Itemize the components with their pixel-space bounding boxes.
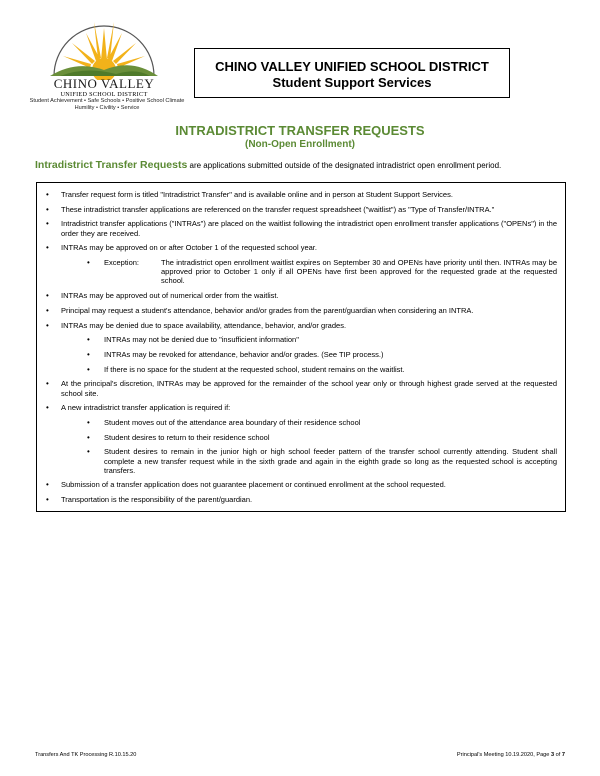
header-box [194, 48, 510, 98]
logo-name: CHINO VALLEY [53, 76, 155, 91]
list-item: • Intradistrict transfer applications ("INTRAs") are placed on the waitlist following the intradistrict open enrollment transfer applications ("OPENs") in the order they are received. [45, 219, 557, 237]
sub-list-item: • INTRAs may not be denied due to "insufficient information" [45, 335, 557, 344]
list-item: • Transfer request form is titled "Intradistrict Transfer" and is available online and in person at Student Support Services. [45, 190, 557, 199]
footer-page-total: 7 [561, 752, 565, 758]
exception-item [45, 258, 557, 286]
exception-text: The intradistrict open enrollment waitlist expires on September 30 and OPENs have priority until then. INTRAs may be approved prior to October 1 only if all OPENs have first been approved for the requested grade at the requested school. [161, 258, 557, 286]
district-name: CHINO VALLEY UNIFIED SCHOOL DISTRICT [215, 59, 489, 74]
list-item: • Submission of a transfer application does not guarantee placement or continued enrollment at the school requested. [45, 480, 557, 489]
logo-subtitle: UNIFIED SCHOOL DISTRICT [60, 91, 148, 98]
footer-right [457, 752, 565, 758]
policy-list-box [36, 182, 566, 512]
footer-of: of [554, 752, 562, 758]
intro-paragraph [35, 160, 575, 171]
sub-list-item: • INTRAs may be revoked for attendance, behavior and/or grades. (See TIP process.) [45, 350, 557, 359]
intro-text: are applications submitted outside of the designated intradistrict open enrollment period. [187, 161, 502, 170]
list-item: • At the principal's discretion, INTRAs may be approved for the remainder of the school year only or through highest grade served at the requested school site. [45, 379, 557, 397]
list-item: • A new intradistrict transfer application is required if: [45, 403, 557, 412]
sub-list-item: • Student desires to remain in the junior high or high school feeder pattern of the transfer school currently attending. Student shall complete a new transfer request while in the sixth grade and again in the eighth grade so long as the requested school is accepting transfers. [45, 447, 557, 475]
footer-meeting: Principal's Meeting 10.19.2020, Page [456, 752, 551, 758]
list-item: • INTRAs may be approved on or after October 1 of the requested school year. [45, 243, 557, 252]
list-item: • INTRAs may be denied due to space availability, attendance, behavior, and/or grades. [45, 321, 557, 330]
sub-list-item: • If there is no space for the student at the requested school, student remains on the waitlist. [45, 365, 557, 374]
list-item: • INTRAs may be approved out of numerical order from the waitlist. [45, 291, 557, 300]
footer-left: Transfers And TK Processing R.10.15.20 [35, 752, 137, 758]
sun-icon [46, 14, 162, 80]
sub-list-item: • Student moves out of the attendance area boundary of their residence school [45, 418, 557, 427]
page-subtitle: (Non-Open Enrollment) [245, 139, 355, 150]
exception-label: • Exception: [104, 258, 140, 268]
sub-list-item: • Student desires to return to their residence school [45, 433, 557, 442]
list-item: • These intradistrict transfer applications are referenced on the transfer request spreadsheet ("waitlist") as "Type of Transfer/INTRA." [45, 205, 557, 214]
page-title: INTRADISTRICT TRANSFER REQUESTS [175, 123, 425, 138]
list-item: • Transportation is the responsibility of the parent/guardian. [45, 495, 557, 504]
intro-lead: Intradistrict Transfer Requests [35, 159, 188, 171]
department-name: Student Support Services [272, 75, 432, 90]
tagline-line-1: Student Achievement • Safe Schools • Positive School Climate [29, 98, 185, 104]
tagline-line-2: Humility • Civility • Service [74, 105, 140, 111]
list-item: • Principal may request a student's attendance, behavior and/or grades from the parent/guardian when considering an INTRA. [45, 306, 557, 315]
logo-tagline [26, 98, 188, 112]
footer-page-number: 3 [550, 752, 555, 758]
